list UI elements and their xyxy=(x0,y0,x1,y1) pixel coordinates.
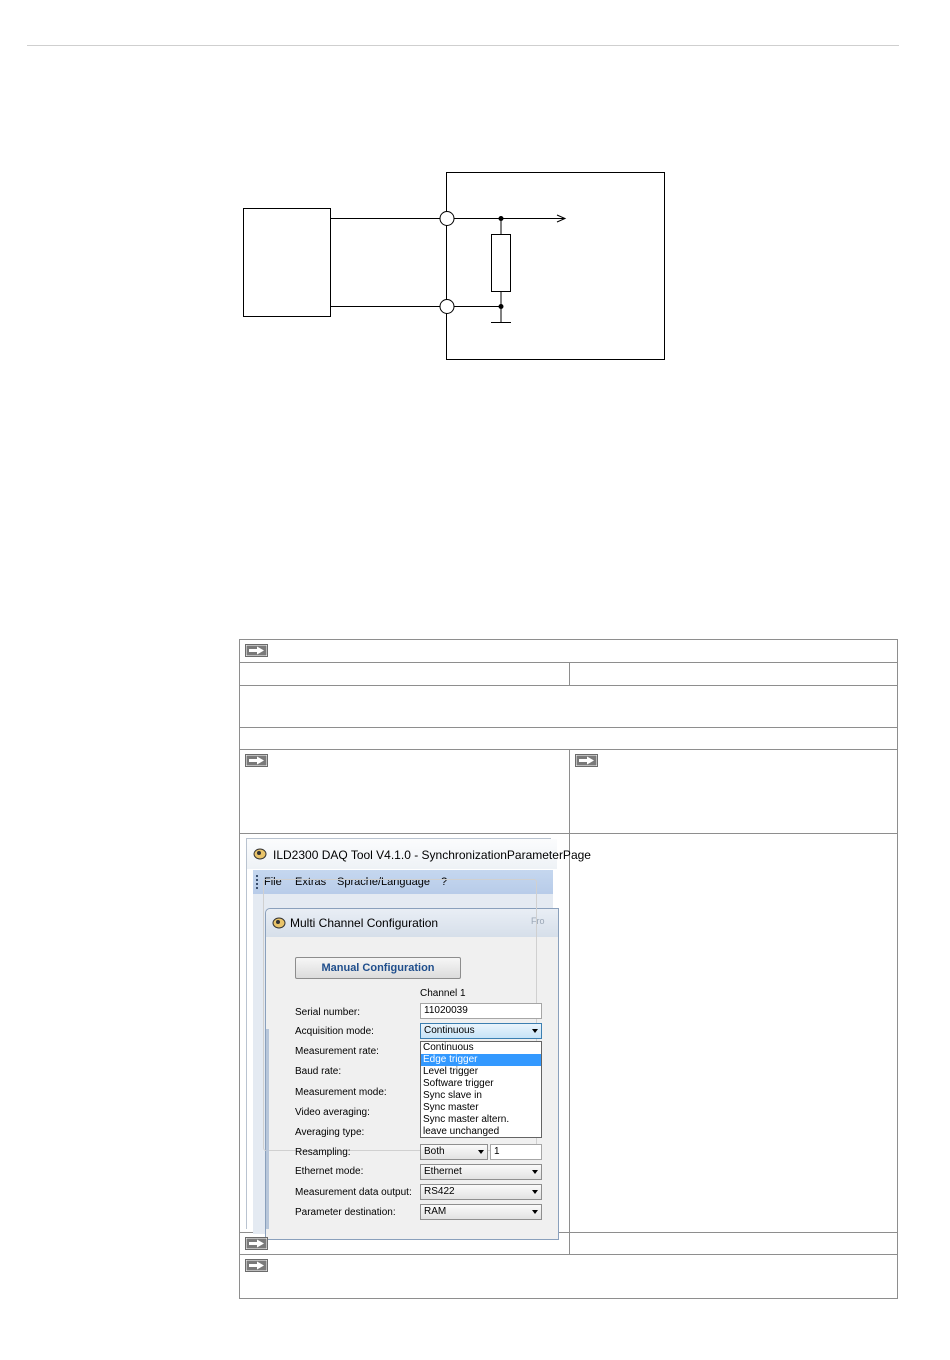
arrow-right-icon xyxy=(245,1237,268,1250)
dropdown-option[interactable]: leave unchanged xyxy=(423,1126,500,1137)
table-cell xyxy=(240,834,591,1232)
menu-extras[interactable]: Extras xyxy=(295,876,327,888)
channel-header: Channel 1 xyxy=(420,988,466,999)
arrow-right-icon xyxy=(245,754,268,767)
dropdown-option[interactable]: Sync master altern. xyxy=(423,1114,510,1125)
signal-terminal xyxy=(440,212,454,226)
table-row xyxy=(240,663,897,686)
chevron-down-icon xyxy=(532,1170,538,1174)
circuit-diagram xyxy=(0,0,950,400)
table-row xyxy=(240,834,897,1233)
input-block xyxy=(447,173,665,360)
table-row xyxy=(240,686,897,728)
measurement-data-output-value: RS422 xyxy=(424,1186,455,1197)
menu-help[interactable]: ? xyxy=(441,876,448,888)
dropdown-option[interactable]: Sync master xyxy=(423,1102,479,1113)
ethernet-mode-select[interactable] xyxy=(420,1164,542,1180)
ground-terminal xyxy=(440,300,454,314)
menu-grip-icon xyxy=(256,875,260,889)
chevron-down-icon xyxy=(532,1029,538,1033)
window-titlebar xyxy=(247,839,591,869)
ethernet-mode-value: Ethernet xyxy=(424,1166,462,1177)
chevron-down-icon xyxy=(532,1210,538,1214)
video-averaging-label: Video averaging: xyxy=(295,1107,370,1118)
table-cell xyxy=(570,750,897,833)
measurement-mode-label: Measurement mode: xyxy=(295,1087,387,1098)
acquisition-mode-dropdown xyxy=(420,1041,542,1138)
chevron-down-icon xyxy=(478,1150,484,1154)
table-cell xyxy=(240,750,570,833)
acquisition-mode-label: Acquisition mode: xyxy=(295,1026,374,1037)
resampling-select[interactable] xyxy=(420,1144,488,1160)
baud-rate-label: Baud rate: xyxy=(295,1066,342,1077)
daq-tool-screenshot xyxy=(246,838,591,1229)
table-row xyxy=(240,640,897,663)
dropdown-option[interactable]: Sync slave in xyxy=(423,1090,482,1101)
scroll-edge xyxy=(266,1029,269,1229)
serial-number-label: Serial number: xyxy=(295,1007,361,1018)
resampling-value: Both xyxy=(424,1146,445,1157)
window-title: ILD2300 DAQ Tool V4.1.0 - SynchronizationParameterPage xyxy=(273,848,591,862)
table-row xyxy=(240,750,897,834)
acquisition-mode-select[interactable] xyxy=(420,1023,542,1039)
dropdown-option[interactable]: Software trigger xyxy=(423,1078,494,1089)
measurement-rate-label: Measurement rate: xyxy=(295,1046,379,1057)
resampling-count-field[interactable]: 1 xyxy=(490,1144,542,1160)
arrow-right-icon xyxy=(245,644,268,657)
table-cell xyxy=(240,663,570,685)
ethernet-mode-label: Ethernet mode: xyxy=(295,1166,364,1177)
dropdown-option-highlighted[interactable]: Edge trigger xyxy=(421,1054,541,1066)
load-resistor xyxy=(492,235,511,292)
arrow-right-icon xyxy=(245,1259,268,1272)
averaging-type-label: Averaging type: xyxy=(295,1127,365,1138)
dialog-title: Multi Channel Configuration xyxy=(290,916,439,930)
dialog-title-overflow: Fro xyxy=(531,916,545,926)
resampling-label: Resampling: xyxy=(295,1147,351,1158)
menu-file[interactable]: File xyxy=(264,876,282,888)
serial-number-field[interactable]: 11020039 xyxy=(420,1003,542,1019)
table-row xyxy=(240,728,897,750)
manual-configuration-button[interactable]: Manual Configuration xyxy=(295,957,461,979)
parameter-destination-label: Parameter destination: xyxy=(295,1207,396,1218)
instruction-table xyxy=(239,639,898,1299)
parameter-destination-select[interactable] xyxy=(420,1204,542,1220)
measurement-data-output-label: Measurement data output: xyxy=(295,1187,412,1198)
acquisition-mode-value: Continuous xyxy=(424,1025,475,1036)
table-row xyxy=(240,1255,897,1298)
table-cell xyxy=(570,1233,897,1254)
table-cell xyxy=(570,834,897,1232)
table-cell xyxy=(240,1233,570,1254)
source-block xyxy=(244,209,331,317)
arrow-right-icon xyxy=(575,754,598,767)
dropdown-option[interactable]: Continuous xyxy=(423,1042,474,1053)
parameter-destination-value: RAM xyxy=(424,1206,447,1217)
table-cell xyxy=(570,663,897,685)
menu-language[interactable]: Sprache/Language xyxy=(337,876,430,888)
chevron-down-icon xyxy=(532,1190,538,1194)
table-row xyxy=(240,1233,897,1255)
dropdown-option[interactable]: Level trigger xyxy=(423,1066,479,1077)
app-logo-icon xyxy=(253,847,267,860)
measurement-data-output-select[interactable] xyxy=(420,1184,542,1200)
